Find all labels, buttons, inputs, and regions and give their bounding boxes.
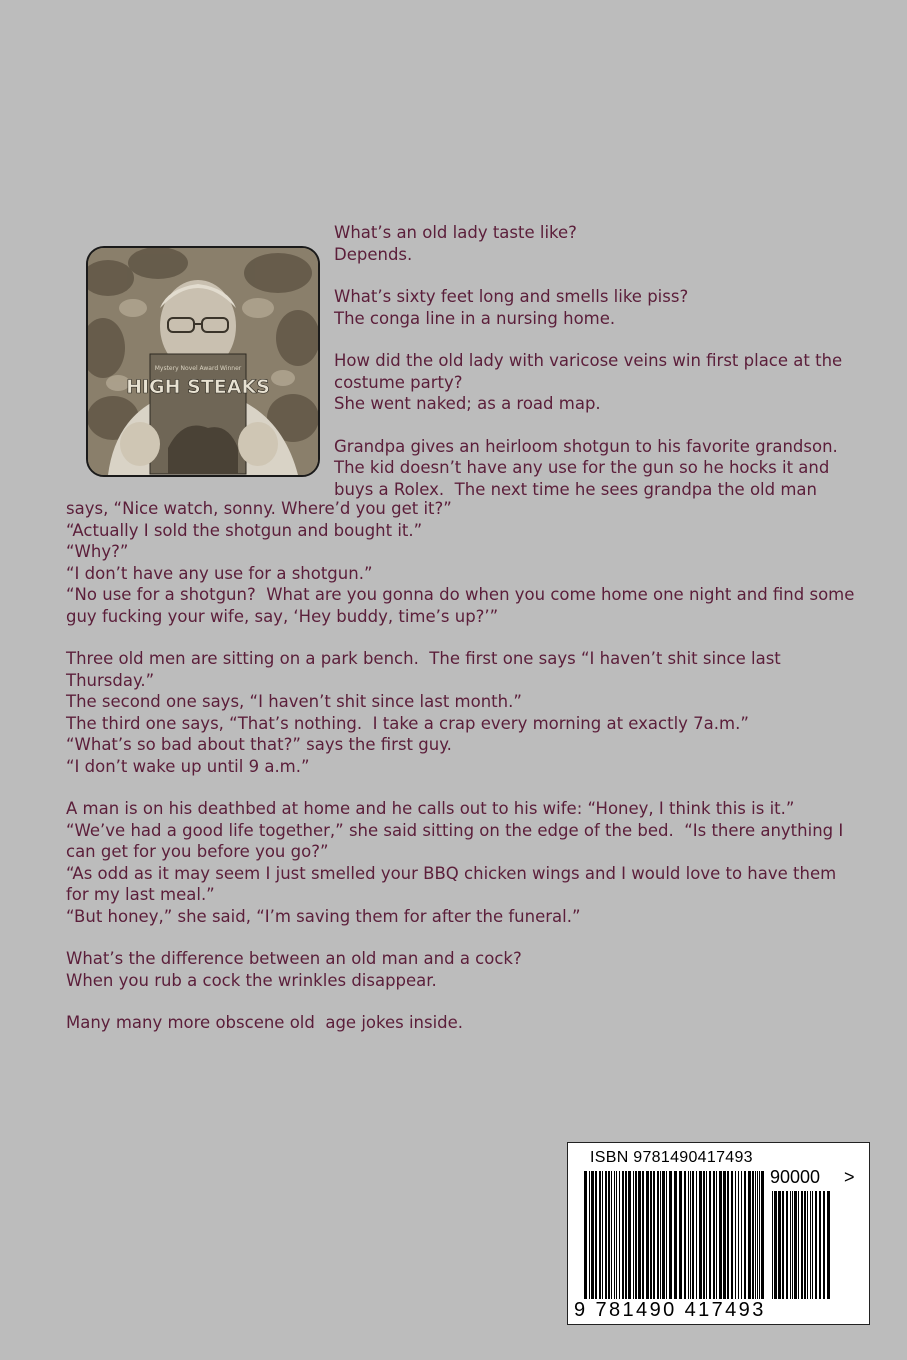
barcode-bar [713, 1171, 715, 1299]
barcode-bar [595, 1171, 597, 1299]
book-title: HIGH STEAKS [126, 376, 270, 398]
barcode-bar [738, 1171, 739, 1299]
barcode-bar [616, 1171, 617, 1299]
barcode-bar [782, 1191, 784, 1299]
barcode-bar [692, 1171, 694, 1299]
barcode-bar [646, 1171, 649, 1299]
barcode-bar [669, 1171, 672, 1299]
barcode-bar [653, 1171, 655, 1299]
barcode-bar [589, 1171, 590, 1299]
price-addon: 90000 [770, 1167, 821, 1187]
barcode-bar [790, 1191, 791, 1299]
barcode-bar [823, 1191, 825, 1299]
barcode-bar [748, 1171, 751, 1299]
barcode-bar [633, 1171, 634, 1299]
barcode-bar [801, 1191, 803, 1299]
barcode-bar [622, 1171, 624, 1299]
barcode-bar [804, 1191, 806, 1299]
barcode-bar [706, 1171, 707, 1299]
barcode-bar [812, 1191, 813, 1299]
barcode-bar [679, 1171, 682, 1299]
joke-paragraph: What’s an old lady taste like? Depends. [334, 223, 577, 264]
closing-line: Many many more obscene old age jokes inside. [66, 1013, 464, 1032]
joke-paragraph: Three old men are sitting on a park bench. The first one says “I haven’t shit since last Thursday.” The second one says, “I haven’t shit since last month.” The third one says, “That’s nothing. I take a crap every morning at exactly 7a.m.” “What’s so bad about that?” says the first guy. “I don’t wake up until 9 a.m.” [66, 649, 781, 776]
barcode-bar [684, 1171, 686, 1299]
barcode-bar [666, 1171, 667, 1299]
barcode-bar [759, 1171, 760, 1299]
joke-paragraph: Grandpa gives an heirloom shotgun to his favorite grandson. The kid doesn’t have any use for the gun so he hocks it and buys a Rolex. The next time he sees grandpa the old man [334, 436, 838, 499]
barcode-bar [690, 1171, 691, 1299]
author-photo [86, 246, 320, 477]
barcode-bar [657, 1171, 659, 1299]
joke-paragraph: says, “Nice watch, sonny. Where’d you get it?” “Actually I sold the shotgun and bought it.” “Why?” “I don’t have any use for a shotgun.” “No use for a shotgun? What are you gonna do when you come home one night and find some guy fucking your wife, say, ‘Hey buddy, time’s up?’” [66, 499, 855, 626]
barcode-bar [744, 1171, 746, 1299]
barcode-bar [723, 1171, 726, 1299]
barcode-bar [650, 1171, 652, 1299]
barcode-bar [628, 1171, 631, 1299]
barcode-bar [827, 1191, 830, 1299]
barcode-bar [699, 1171, 702, 1299]
joke-paragraph: A man is on his deathbed at home and he calls out to his wife: “Honey, I think this is it.” “We’ve had a good life together,” she said sitting on the edge of the bed. “Is there anything I can get for you before you go?” “As odd as it may seem I just smelled your BBQ chicken wings and I would love to have them for my last meal.” “But honey,” she said, “I’m saving them for after the funeral.” [66, 799, 844, 926]
barcode-bar [755, 1171, 756, 1299]
barcode-bars [584, 1171, 764, 1299]
barcode-bar [807, 1191, 808, 1299]
barcode-bar [635, 1171, 637, 1299]
joke-paragraph: What’s the difference between an old man and a cock? When you rub a cock the wrinkles disappear. [66, 949, 522, 990]
barcode-bar [608, 1171, 610, 1299]
barcode-bar [605, 1171, 607, 1299]
isbn-label: ISBN 9781490417493 [590, 1149, 753, 1166]
addon-symbol: > [844, 1167, 855, 1187]
barcode-bar [735, 1171, 736, 1299]
barcode-bar [599, 1171, 601, 1299]
barcode-bar [815, 1191, 817, 1299]
barcode-bar [794, 1191, 797, 1299]
joke-paragraph: What’s sixty feet long and smells like piss? The conga line in a nursing home. [334, 287, 689, 328]
barcode-bar [731, 1171, 733, 1299]
barcode-bar [625, 1171, 627, 1299]
jokes-column-narrow [334, 222, 864, 500]
barcode-bar [741, 1171, 742, 1299]
barcode-bar [727, 1171, 729, 1299]
barcode-bar [602, 1171, 603, 1299]
barcode-bar [761, 1171, 764, 1299]
barcode-bar [674, 1171, 677, 1299]
barcode-bar [798, 1191, 799, 1299]
book-tagline: Mystery Novel Award Winner [154, 365, 242, 372]
barcode-bar [638, 1171, 641, 1299]
barcode-bar [719, 1171, 722, 1299]
barcode-bar [819, 1191, 821, 1299]
jokes-column-wide [66, 498, 856, 1034]
barcode-bar [703, 1171, 705, 1299]
barcode-bar [614, 1171, 615, 1299]
barcode-bar [772, 1191, 773, 1299]
barcode-bar [611, 1171, 612, 1299]
barcode-bar [709, 1171, 711, 1299]
barcode-bar [660, 1171, 661, 1299]
barcode-bar [584, 1171, 587, 1299]
barcode-bar [716, 1171, 717, 1299]
isbn-barcode [567, 1142, 870, 1325]
barcode-bar [792, 1191, 793, 1299]
barcode-digits: 9 781490 417493 [574, 1299, 766, 1321]
addon-barcode-bars [772, 1191, 830, 1299]
barcode-bar [688, 1171, 689, 1299]
barcode-bar [696, 1171, 697, 1299]
barcode-bar [778, 1191, 781, 1299]
barcode-bar [591, 1171, 594, 1299]
barcode-bar [752, 1171, 754, 1299]
barcode-bar [642, 1171, 644, 1299]
barcode-bar [786, 1191, 788, 1299]
barcode-bar [662, 1171, 665, 1299]
barcode-bar [810, 1191, 811, 1299]
barcode-bar [619, 1171, 620, 1299]
joke-paragraph: How did the old lady with varicose veins win first place at the costume party? She went naked; as a road map. [334, 351, 843, 413]
barcode-bar [774, 1191, 777, 1299]
barcode-bar [757, 1171, 758, 1299]
